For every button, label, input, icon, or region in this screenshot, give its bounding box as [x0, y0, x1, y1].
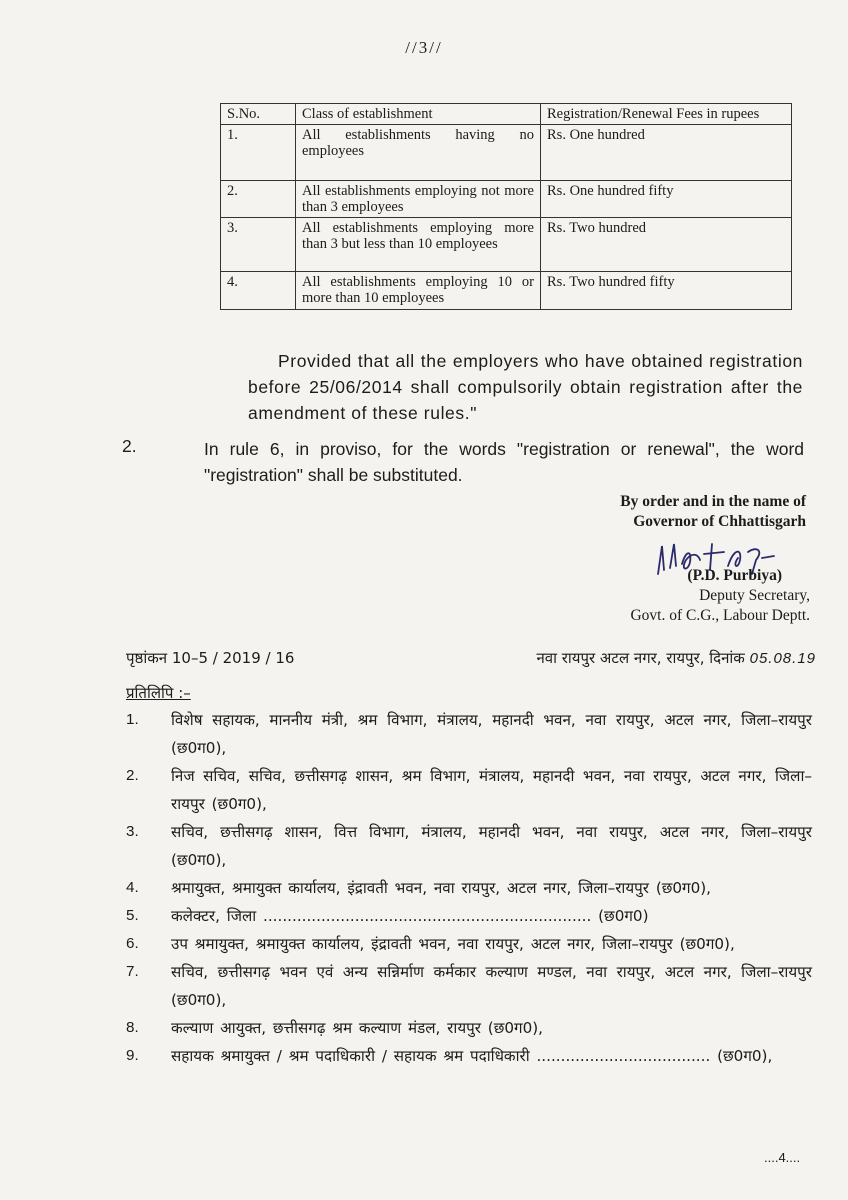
list-item-number: 1.	[126, 711, 139, 728]
table-row	[221, 218, 792, 272]
page-number: //3//	[405, 38, 443, 57]
list-item-number: 4.	[126, 879, 139, 896]
row-fee: Rs. One hundred	[541, 125, 792, 181]
row-sno: 3.	[221, 218, 296, 272]
endorsement-date: 05.08.19	[749, 650, 816, 667]
fees-table	[220, 103, 792, 310]
rule-text: In rule 6, in proviso, for the words "registration or renewal", the word "registration" shall be substituted.	[204, 439, 804, 485]
list-item-text: उप श्रमायुक्त, श्रमायुक्त कार्यालय, इंद्रावती भवन, नवा रायपुर, अटल नगर, जिला–रायपुर (छ0ग0),	[171, 935, 735, 953]
list-item-text: विशेष सहायक, माननीय मंत्री, श्रम विभाग, मंत्रालय, महानदी भवन, नवा रायपुर, अटल नगर, जिला–रायपुर (छ0ग0),	[171, 711, 812, 757]
list-item-number: 6.	[126, 935, 139, 952]
proviso-paragraph	[248, 348, 803, 426]
row-fee: Rs. Two hundred fifty	[541, 272, 792, 310]
row-fee: Rs. One hundred fifty	[541, 181, 792, 218]
table-row	[221, 125, 792, 181]
list-item	[126, 706, 812, 762]
list-item	[126, 958, 812, 1014]
list-item	[126, 762, 812, 818]
table-row	[221, 272, 792, 310]
header-sno: S.No.	[221, 104, 296, 125]
signatory-block	[630, 566, 810, 626]
signatory-name: (P.D. Purbiya)	[687, 567, 782, 584]
list-item-number: 7.	[126, 963, 139, 980]
row-class: All establishments employing 10 or more than 10 employees	[296, 272, 541, 310]
list-item-number: 5.	[126, 907, 139, 924]
row-sno: 2.	[221, 181, 296, 218]
signatory-department: Govt. of C.G., Labour Deptt.	[630, 607, 810, 624]
list-item-number: 9.	[126, 1047, 139, 1064]
list-item	[126, 1042, 812, 1070]
list-item	[126, 874, 812, 902]
list-item-number: 8.	[126, 1019, 139, 1036]
table-header-row	[221, 104, 792, 125]
list-item-text: निज सचिव, सचिव, छत्तीसगढ़ शासन, श्रम विभाग, मंत्रालय, महानदी भवन, नवा रायपुर, अटल नगर, जिला–रायपुर (छ0ग0),	[171, 767, 812, 813]
list-item-text: सचिव, छत्तीसगढ़ भवन एवं अन्य सन्निर्माण कर्मकार कल्याण मण्डल, नवा रायपुर, अटल नगर, जिला–रायपुर (छ0ग0),	[171, 963, 812, 1009]
endorsement-place-date	[536, 648, 816, 668]
list-item	[126, 1014, 812, 1042]
list-item	[126, 930, 812, 958]
endorsement-place: नवा रायपुर अटल नगर, रायपुर, दिनांक	[536, 649, 745, 667]
header-fee: Registration/Renewal Fees in rupees	[541, 104, 792, 125]
list-item-text: कल्याण आयुक्त, छत्तीसगढ़ श्रम कल्याण मंडल, रायपुर (छ0ग0),	[171, 1019, 544, 1037]
table-row	[221, 181, 792, 218]
list-item-number: 3.	[126, 823, 139, 840]
endorsement-ref: पृष्ठांकन 10–5 / 2019 / 16	[126, 649, 295, 667]
signatory-designation: Deputy Secretary,	[699, 587, 810, 604]
copy-heading: प्रतिलिपि :–	[126, 684, 191, 702]
list-item-text: सचिव, छत्तीसगढ़ शासन, वित्त विभाग, मंत्रालय, महानदी भवन, नवा रायपुर, अटल नगर, जिला–रायपुर (छ0ग0),	[171, 823, 812, 869]
proviso-text: Provided that all the employers who have obtained registration before 25/06/2014 shall compulsorily obtain registration after the amendment of these rules."	[248, 351, 803, 423]
list-item-text: श्रमायुक्त, श्रमायुक्त कार्यालय, इंद्रावती भवन, नवा रायपुर, अटल नगर, जिला–रायपुर (छ0ग0),	[171, 879, 712, 897]
row-class: All establishments employing not more than 3 employees	[296, 181, 541, 218]
list-item-number: 2.	[126, 767, 139, 784]
row-sno: 4.	[221, 272, 296, 310]
row-fee: Rs. Two hundred	[541, 218, 792, 272]
list-item	[126, 818, 812, 874]
next-page-marker: ....4....	[764, 1150, 801, 1165]
order-block	[566, 492, 806, 532]
row-class: All establishments having no employees	[296, 125, 541, 181]
rule-number: 2.	[122, 436, 137, 456]
list-item	[126, 902, 812, 930]
list-item-text: सहायक श्रमायुक्त / श्रम पदाधिकारी / सहायक श्रम पदाधिकारी .................................... (छ0ग0),	[171, 1047, 773, 1065]
header-class: Class of establishment	[296, 104, 541, 125]
order-line-1: By order and in the name of	[620, 493, 806, 510]
row-sno: 1.	[221, 125, 296, 181]
list-item-text: कलेक्टर, जिला .................................................................... (छ0ग0)	[171, 907, 649, 925]
copy-list	[126, 706, 812, 1070]
row-class: All establishments employing more than 3 but less than 10 employees	[296, 218, 541, 272]
order-line-2: Governor of Chhattisgarh	[633, 513, 806, 530]
